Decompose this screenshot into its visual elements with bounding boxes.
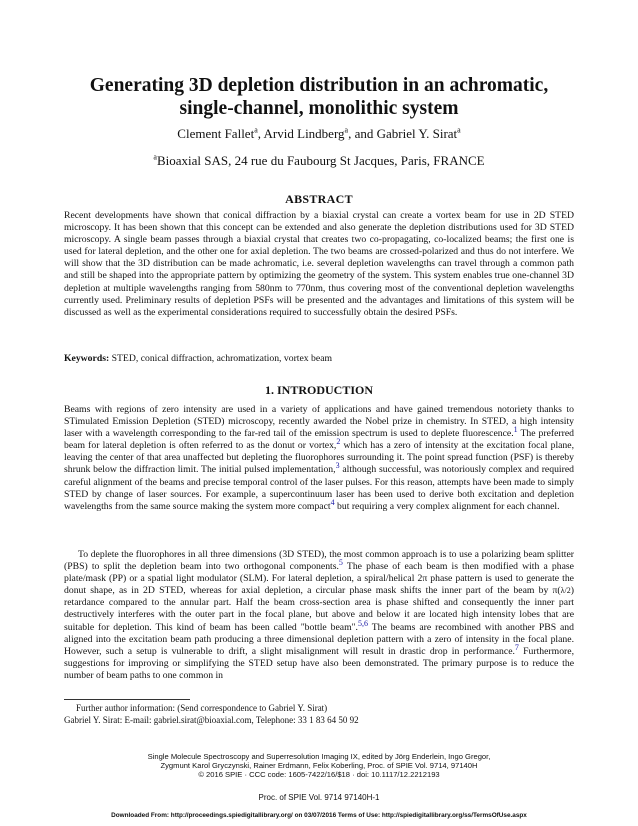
paragraph-text: The preferred beam for lateral depletion is often referred to as the donut or vortex, [64, 428, 574, 452]
paragraph-text: but requiring a very complex alignment for each channel. [334, 500, 560, 512]
footer-line: Single Molecule Spectroscopy and Superresolution Imaging IX, edited by Jörg Enderlein, Ingo Gregor, [147, 752, 491, 761]
affiliation-mark: a [457, 125, 461, 135]
proceedings-footer [64, 752, 574, 780]
paragraph-text: Furthermore, suggestions for improving or simplifying the STED setup have also been demonstrated. The primary purpose is to reduce the number of beam paths to one common in [64, 645, 574, 681]
intro-paragraph-1 [64, 404, 574, 513]
affiliation-mark: a [153, 152, 157, 162]
abstract-heading: ABSTRACT [285, 192, 353, 206]
paragraph-text: although successful, was notoriously complex and required careful alignment of the beams and precise temporal control of the laser pulses. For this reason, attempts have been made to simply STED by change of laser sources. For example, a supercontinuum laser has been used to derive both excitation and depletion wavelengths from the same source making the system more compact [64, 464, 574, 512]
footer-line: Zygmunt Karol Gryczynski, Rainer Erdmann, Felix Koberling, Proc. of SPIE Vol. 9714, 97140H [160, 761, 478, 771]
author-separator: , [257, 126, 264, 141]
author-name: Clement Fallet [177, 126, 255, 141]
keywords-text: STED, conical diffraction, achromatization, vortex beam [109, 353, 333, 364]
author-list [40, 126, 598, 142]
download-notice: Downloaded From: http://proceedings.spiedigitallibrary.org/ on 03/07/2016 Terms of Use: http://spiedigitallibrary.org/ss/TermsOfUse.aspx [111, 812, 527, 819]
paragraph-text: The beams are recombined with another PBS and aligned into the excitation beam path producing a three dimensional depletion pattern with a zero of intensity in the focal plane. However, such a setup is vulnerable to drift, a slight misalignment will result in drastic drop in performance. [64, 621, 574, 657]
author-name: Arvid Lindberg [263, 126, 345, 141]
keywords-label: Keywords: [64, 353, 110, 364]
citation-link[interactable]: 1 [513, 424, 518, 434]
paragraph-text: which has a zero of intensity at the excitation focal plane, leaving the center of that area unaffected but depleting the fluorophores surrounding it. The point spread function (PSF) is thereby shrunk below the diffraction limit. The initial pulsed implementation, [64, 440, 574, 476]
title-line-2: single-channel, monolithic system [179, 98, 459, 119]
paragraph-text: Beams with regions of zero intensity are used in a variety of applications and have gained tremendous notoriety thanks to STimulated Emission Depletion (STED) microscopy, recently awarded the Nobel prize in chemistry. In STED, a high intensity laser with a wavelength corresponding to the far-red tail of the emission spectrum is used to deplete fluorescence. [64, 404, 574, 440]
citation-link[interactable]: 5,6 [357, 618, 368, 628]
affiliation-text: Bioaxial SAS, 24 rue du Faubourg St Jacques, Paris, FRANCE [156, 153, 485, 168]
title-line-1: Generating 3D depletion distribution in an achromatic, [89, 75, 549, 96]
intro-paragraph-2 [64, 549, 574, 682]
section-heading-introduction: 1. INTRODUCTION [264, 383, 373, 397]
author-separator: , and [348, 126, 377, 141]
lambda-fraction: λ/2 [560, 586, 571, 596]
citation-link[interactable]: 7 [514, 642, 519, 652]
citation-link[interactable]: 2 [336, 437, 341, 447]
paragraph-text: The phase of each beam is then modified with a phase plate/mask (PP) or a spatial light modulator (SLM). For lateral depletion, a spiral/helical 2π phase pattern is used to generate the donut shape, as in 2D STED, whereas for axial depletion, a circular phase mask shifts the inner part of the beam by π( [64, 561, 574, 597]
abstract-text: Recent developments have shown that conical diffraction by a biaxial crystal can create a vortex beam for use in 2D STED microscopy. It has been shown that this concept can be extended and also generate the depletion distributions used for 3D STED microscopy. A single beam passes through a biaxial crystal that creates two co-propagating, co-localized beams; the first one is used for lateral depletion, and the other one for axial depletion. The two beams are crossed-polarized and thus do not interfere. We will show that the 3D distribution can be made achromatic, i.e. several depletion wavelengths can travel through a common path and still be shaped into the appropriate pattern by optimizing the geometry of the system. This system enables true one-channel 3D depletion at multiple wavelengths ranging from 580nm to 770nm, thus covering most of the conventional depletion wavelengths currently used. Preliminary results of depletion PSFs will be presented and the advantages and limitations of this system will be discussed as well as the experimental considerations required to successfully obtain the desired PSFs. [64, 210, 574, 318]
footnote-line: Further author information: (Send correspondence to Gabriel Y. Sirat) [76, 703, 328, 713]
footer-line: © 2016 SPIE · CCC code: 1605-7422/16/$18 · doi: 10.1117/12.2212193 [198, 770, 440, 780]
affiliation-mark: a [344, 125, 349, 135]
footnote-divider [64, 699, 190, 700]
footnotes [64, 702, 576, 726]
footnote-line: Gabriel Y. Sirat: E-mail: gabriel.sirat@bioaxial.com, Telephone: 33 1 83 64 50 92 [64, 715, 359, 725]
affiliation [40, 153, 598, 169]
citation-link[interactable]: 5 [338, 557, 343, 567]
paragraph-text: To deplete the fluorophores in all three dimensions (3D STED), the most common approach is to use a polarizing beam splitter (PBS) to split the depletion beam into two orthogonal components. [64, 549, 574, 573]
paragraph-text: ) retardance compared to the annular part. Half the beam cross-section area is phase shifted and consequently the inner part destructively interferes with the outer part in the focal plane, but above and below it are located high intensity lobes that are suitable for depletion. This kind of beam has been called "bottle beam". [64, 585, 574, 633]
citation-link[interactable]: 3 [335, 461, 340, 471]
paper-title [40, 74, 598, 120]
page-identifier: Proc. of SPIE Vol. 9714 97140H-1 [258, 793, 380, 802]
author-name: Gabriel Y. Sirat [376, 126, 458, 141]
affiliation-mark: a [254, 125, 258, 135]
keywords [64, 353, 574, 365]
citation-link[interactable]: 4 [330, 497, 335, 507]
